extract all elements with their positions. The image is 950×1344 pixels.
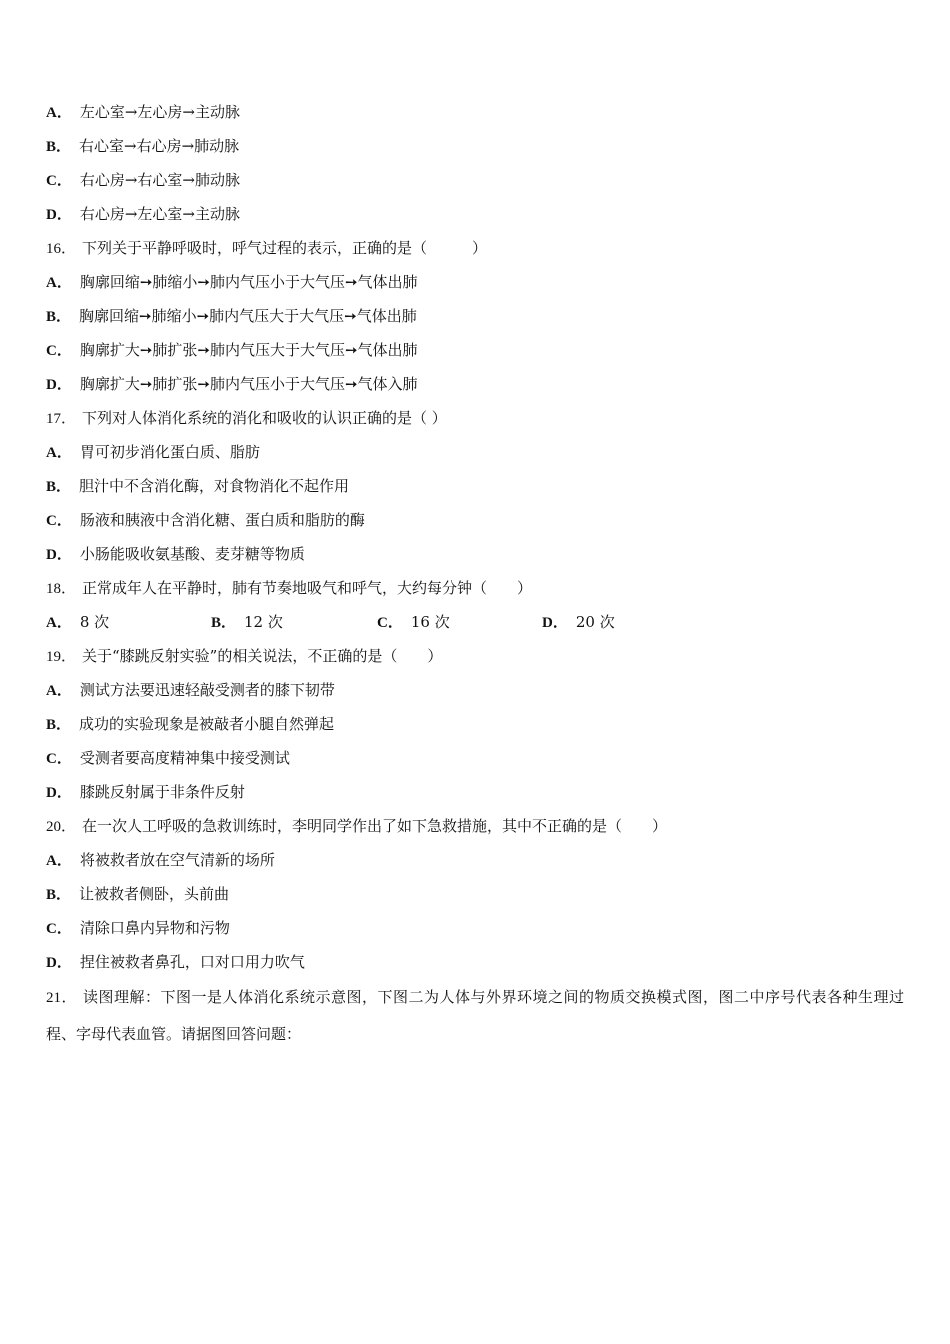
option-letter: C．: [46, 343, 72, 359]
option-letter: D．: [46, 547, 72, 563]
option-letter: A．: [46, 105, 72, 121]
question-text: 下列关于平静呼吸时，呼气过程的表示，正确的是（ ）: [82, 239, 488, 257]
q15-option-d: [46, 204, 240, 225]
option-text: 小肠能吸收氨基酸、麦芽糖等物质: [79, 545, 305, 563]
option-letter: A．: [46, 853, 72, 869]
option-text: 左心室→左心房→主动脉: [79, 103, 240, 121]
question-number: 16．: [46, 241, 77, 257]
question-text: 关于“膝跳反射实验”的相关说法，不正确的是（ ）: [82, 647, 443, 665]
option-letter: B．: [46, 479, 72, 495]
option-letter: D．: [542, 615, 568, 631]
option-text: 成功的实验现象是被敲者小腿自然弹起: [79, 715, 335, 733]
option-text: 胆汁中不含消化酶，对食物消化不起作用: [79, 477, 350, 495]
option-text: 测试方法要迅速轻敲受测者的膝下韧带: [79, 681, 335, 699]
option-text: 8 次: [79, 613, 110, 631]
q18-option-a: [46, 612, 109, 633]
q16-option-b: [46, 306, 417, 327]
question-number: 17．: [46, 411, 77, 427]
q18-option-c: [377, 612, 450, 633]
q16-option-d: [46, 374, 418, 395]
q20-option-a: [46, 850, 275, 871]
question-number: 19．: [46, 649, 77, 665]
q16-option-a: [46, 272, 418, 293]
option-text: 胸廓回缩➙肺缩小➙肺内气压小于大气压➙气体出肺: [79, 273, 418, 291]
option-letter: D．: [46, 955, 72, 971]
option-text: 肠液和胰液中含消化糖、蛋白质和脂肪的酶: [79, 511, 365, 529]
option-text: 胸廓回缩➙肺缩小➙肺内气压大于大气压➙气体出肺: [79, 307, 417, 325]
q20-stem: [46, 816, 667, 837]
option-text: 右心房→右心室→肺动脉: [79, 171, 240, 189]
q17-option-d: [46, 544, 305, 565]
option-text: 胃可初步消化蛋白质、脂肪: [79, 443, 260, 461]
option-letter: B．: [46, 887, 72, 903]
q15-option-b: [46, 136, 239, 157]
option-text: 20 次: [575, 613, 615, 631]
option-text: 胸廓扩大➙肺扩张➙肺内气压小于大气压➙气体入肺: [79, 375, 418, 393]
q15-option-c: [46, 170, 240, 191]
option-letter: D．: [46, 377, 72, 393]
option-letter: B．: [46, 309, 72, 325]
q19-option-a: [46, 680, 335, 701]
q19-stem: [46, 646, 442, 667]
option-text: 受测者要高度精神集中接受测试: [79, 749, 290, 767]
option-text: 右心房→左心室→主动脉: [79, 205, 240, 223]
q15-option-a: [46, 102, 240, 123]
option-letter: A．: [46, 445, 72, 461]
q17-stem: [46, 408, 447, 429]
option-text: 右心室→右心房→肺动脉: [79, 137, 240, 155]
option-text: 让被救者侧卧，头前曲: [79, 885, 230, 903]
option-text: 16 次: [410, 613, 450, 631]
option-letter: B．: [46, 717, 72, 733]
q17-option-b: [46, 476, 349, 497]
q18-option-b: [211, 612, 283, 633]
option-letter: D．: [46, 785, 72, 801]
option-letter: A．: [46, 615, 72, 631]
q18-stem: [46, 578, 532, 599]
option-letter: B．: [46, 139, 72, 155]
q21-stem: [46, 979, 904, 1052]
option-letter: C．: [377, 615, 403, 631]
question-text: 下列对人体消化系统的消化和吸收的认识正确的是（ ）: [82, 409, 447, 427]
option-letter: B．: [211, 615, 237, 631]
q17-option-c: [46, 510, 365, 531]
question-number: 21．: [46, 990, 77, 1006]
q20-option-c: [46, 918, 230, 939]
q18-option-d: [542, 612, 615, 633]
option-text: 12 次: [244, 613, 283, 631]
option-text: 胸廓扩大➙肺扩张➙肺内气压大于大气压➙气体出肺: [79, 341, 418, 359]
option-letter: C．: [46, 921, 72, 937]
q19-option-b: [46, 714, 334, 735]
option-letter: A．: [46, 683, 72, 699]
question-number: 18．: [46, 581, 77, 597]
option-letter: D．: [46, 207, 72, 223]
q16-stem: [46, 238, 487, 259]
q16-option-c: [46, 340, 418, 361]
option-letter: C．: [46, 751, 72, 767]
question-number: 20．: [46, 819, 77, 835]
q19-option-d: [46, 782, 245, 803]
question-text: 正常成年人在平静时，肺有节奏地吸气和呼气，大约每分钟（ ）: [82, 579, 533, 597]
q19-option-c: [46, 748, 290, 769]
option-text: 捏住被救者鼻孔，口对口用力吹气: [79, 953, 305, 971]
option-letter: C．: [46, 513, 72, 529]
q20-option-d: [46, 952, 305, 973]
option-text: 膝跳反射属于非条件反射: [79, 783, 245, 801]
option-text: 清除口鼻内异物和污物: [79, 919, 230, 937]
q20-option-b: [46, 884, 229, 905]
option-letter: C．: [46, 173, 72, 189]
q17-option-a: [46, 442, 260, 463]
option-text: 将被救者放在空气清新的场所: [79, 851, 275, 869]
question-text: 读图理解：下图一是人体消化系统示意图，下图二为人体与外界环境之间的物质交换模式图，图二中序号代表各种生理过程、字母代表血管。请据图回答问题：: [46, 988, 904, 1043]
question-text: 在一次人工呼吸的急救训练时，李明同学作出了如下急救措施，其中不正确的是（ ）: [82, 817, 668, 835]
option-letter: A．: [46, 275, 72, 291]
